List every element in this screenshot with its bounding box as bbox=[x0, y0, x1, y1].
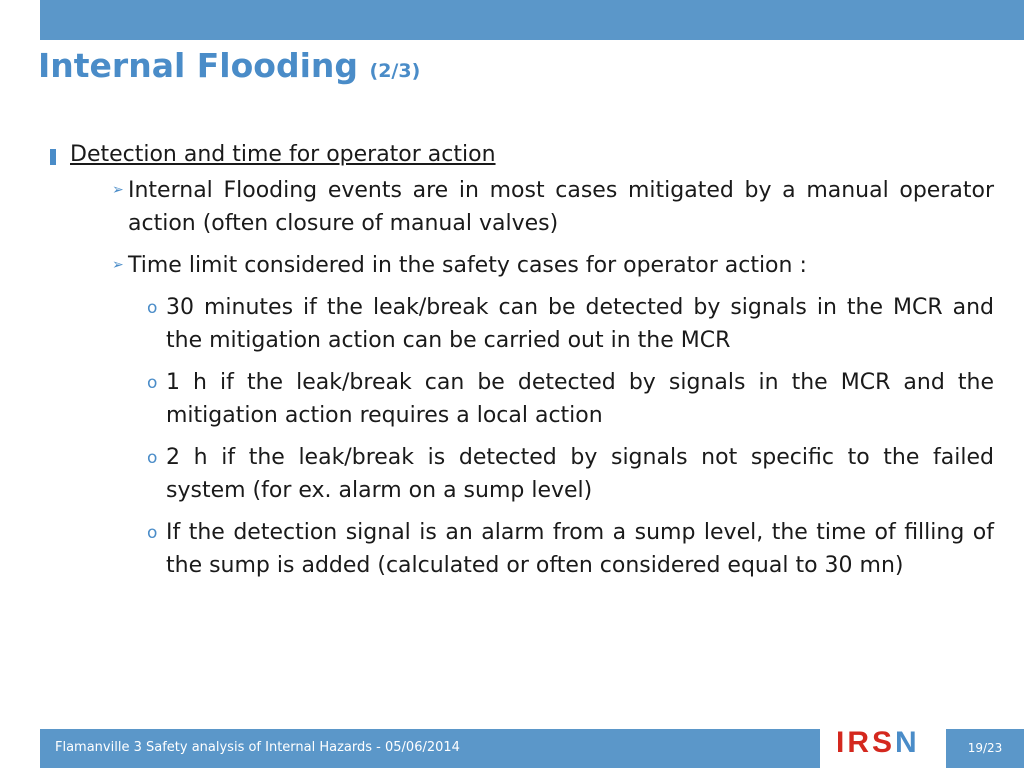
slide-title-main: Internal Flooding bbox=[38, 46, 359, 85]
circle-bullet-icon: o bbox=[147, 523, 158, 543]
bullet-lvl3 bbox=[50, 516, 994, 582]
slide-content bbox=[50, 140, 994, 582]
arrow-bullet-icon: ➢ bbox=[112, 257, 124, 273]
bullet-text: 1 h if the leak/break can be detected by signals in the MCR and the mitigation action requires a local action bbox=[166, 370, 994, 428]
bullet-lvl2 bbox=[50, 249, 994, 282]
logo-text-accent: N bbox=[895, 726, 920, 759]
logo-text: IRS bbox=[836, 726, 896, 759]
bullet-text: 2 h if the leak/break is detected by signals not specific to the failed system (for ex. alarm on a sump level) bbox=[166, 445, 994, 503]
page-number-box bbox=[946, 729, 1024, 768]
page-number: 19/23 bbox=[967, 741, 1003, 755]
footer-text: Flamanville 3 Safety analysis of Internal Hazards - 05/06/2014 bbox=[55, 740, 460, 755]
circle-bullet-icon: o bbox=[147, 448, 158, 468]
arrow-bullet-icon: ➢ bbox=[112, 182, 124, 198]
bullet-text: 30 minutes if the leak/break can be detected by signals in the MCR and the mitigation action can be carried out in the MCR bbox=[166, 295, 994, 353]
slide-title-page: (2/3) bbox=[369, 60, 421, 82]
header-bar bbox=[40, 0, 1024, 40]
bullet-lvl3 bbox=[50, 366, 994, 432]
circle-bullet-icon: o bbox=[147, 373, 158, 393]
heading-bullet bbox=[50, 140, 994, 170]
bar-bullet-icon bbox=[50, 149, 56, 165]
section-heading: Detection and time for operator action bbox=[70, 142, 496, 167]
slide-title bbox=[38, 46, 420, 85]
bullet-lvl3 bbox=[50, 291, 994, 357]
bullet-text: Internal Flooding events are in most cases mitigated by a manual operator action (often closure of manual valves) bbox=[128, 178, 994, 236]
bullet-lvl2 bbox=[50, 174, 994, 240]
circle-bullet-icon: o bbox=[147, 298, 158, 318]
irsn-logo bbox=[836, 727, 920, 759]
footer-bar bbox=[40, 729, 820, 768]
bullet-text: Time limit considered in the safety cases for operator action : bbox=[128, 253, 807, 278]
bullet-text: If the detection signal is an alarm from a sump level, the time of filling of the sump is added (calculated or often considered equal to 30 mn) bbox=[166, 520, 994, 578]
bullet-lvl3 bbox=[50, 441, 994, 507]
